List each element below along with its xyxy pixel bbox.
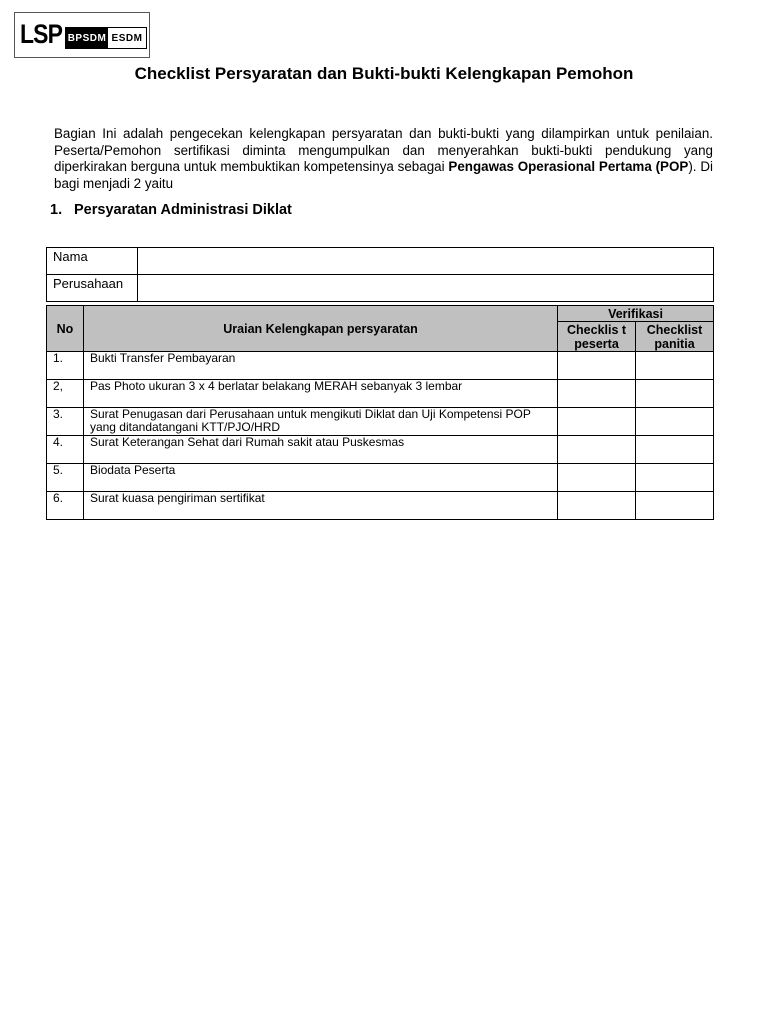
- checkbox-peserta[interactable]: [558, 352, 636, 380]
- table-row: [47, 380, 714, 408]
- row-number: 2,: [47, 380, 84, 408]
- row-description: Surat kuasa pengiriman sertifikat: [83, 492, 557, 520]
- section-heading: [50, 202, 292, 218]
- logo-bpsdm-text: BPSDM: [66, 28, 108, 48]
- checkbox-peserta[interactable]: [558, 408, 636, 436]
- info-value-nama[interactable]: [138, 248, 714, 275]
- section-number: 1.: [50, 202, 63, 218]
- table-row: [47, 492, 714, 520]
- checkbox-peserta[interactable]: [558, 436, 636, 464]
- table-row: [47, 436, 714, 464]
- row-description: Surat Penugasan dari Perusahaan untuk mengikuti Diklat dan Uji Kompetensi POP yang ditandatangani KTT/PJO/HRD: [83, 408, 557, 436]
- header-check-peserta: Checklis t peserta: [558, 322, 636, 352]
- row-description: Pas Photo ukuran 3 x 4 berlatar belakang MERAH sebanyak 3 lembar: [83, 380, 557, 408]
- row-number: 1.: [47, 352, 84, 380]
- intro-bold-role: Pengawas Operasional Pertama (POP: [448, 159, 689, 174]
- info-row-nama: [47, 248, 714, 275]
- row-description: Surat Keterangan Sehat dari Rumah sakit atau Puskesmas: [83, 436, 557, 464]
- table-row: [47, 408, 714, 436]
- table-row: [47, 352, 714, 380]
- header-desc: Uraian Kelengkapan persyaratan: [83, 306, 557, 352]
- document-title: Checklist Persyaratan dan Bukti-bukti Kelengkapan Pemohon: [134, 64, 634, 83]
- table-row: [47, 464, 714, 492]
- checkbox-peserta[interactable]: [558, 380, 636, 408]
- row-description: Bukti Transfer Pembayaran: [83, 352, 557, 380]
- header-row-1: [47, 306, 714, 322]
- logo-esdm-text: ESDM: [111, 32, 143, 44]
- checkbox-panitia[interactable]: [636, 408, 714, 436]
- row-number: 4.: [47, 436, 84, 464]
- info-value-perusahaan[interactable]: [138, 275, 714, 302]
- logo-lsp-text: LSP: [20, 19, 63, 49]
- lsp-logo: [14, 12, 150, 58]
- row-number: 3.: [47, 408, 84, 436]
- row-number: 6.: [47, 492, 84, 520]
- intro-text-2: ). Di bagi menjadi 2 yaitu: [54, 159, 713, 191]
- info-label-perusahaan: Perusahaan: [47, 275, 138, 302]
- info-label-nama: Nama: [47, 248, 138, 275]
- logo-badge: [65, 27, 147, 49]
- checkbox-panitia[interactable]: [636, 492, 714, 520]
- intro-paragraph: [54, 126, 713, 192]
- checkbox-panitia[interactable]: [636, 464, 714, 492]
- row-number: 5.: [47, 464, 84, 492]
- checkbox-panitia[interactable]: [636, 380, 714, 408]
- row-description: Biodata Peserta: [83, 464, 557, 492]
- header-verifikasi: Verifikasi: [558, 306, 714, 322]
- intro-text-1: Bagian Ini adalah pengecekan kelengkapan persyaratan dan bukti-bukti yang dilampirkan untuk penilaian. Peserta/Pemohon sertifikasi diminta mengumpulkan dan menyerahkan bukti-bukti pendukung yang diperkirakan berguna untuk membuktikan kompetensinya sebagai: [54, 126, 713, 174]
- info-row-perusahaan: [47, 275, 714, 302]
- checkbox-panitia[interactable]: [636, 436, 714, 464]
- checkbox-panitia[interactable]: [636, 352, 714, 380]
- header-no: No: [47, 306, 84, 352]
- requirements-table: [46, 305, 714, 520]
- section-title: Persyaratan Administrasi Diklat: [74, 202, 292, 218]
- checkbox-peserta[interactable]: [558, 464, 636, 492]
- header-check-panitia: Checklist panitia: [636, 322, 714, 352]
- applicant-info-table: [46, 247, 714, 302]
- checkbox-peserta[interactable]: [558, 492, 636, 520]
